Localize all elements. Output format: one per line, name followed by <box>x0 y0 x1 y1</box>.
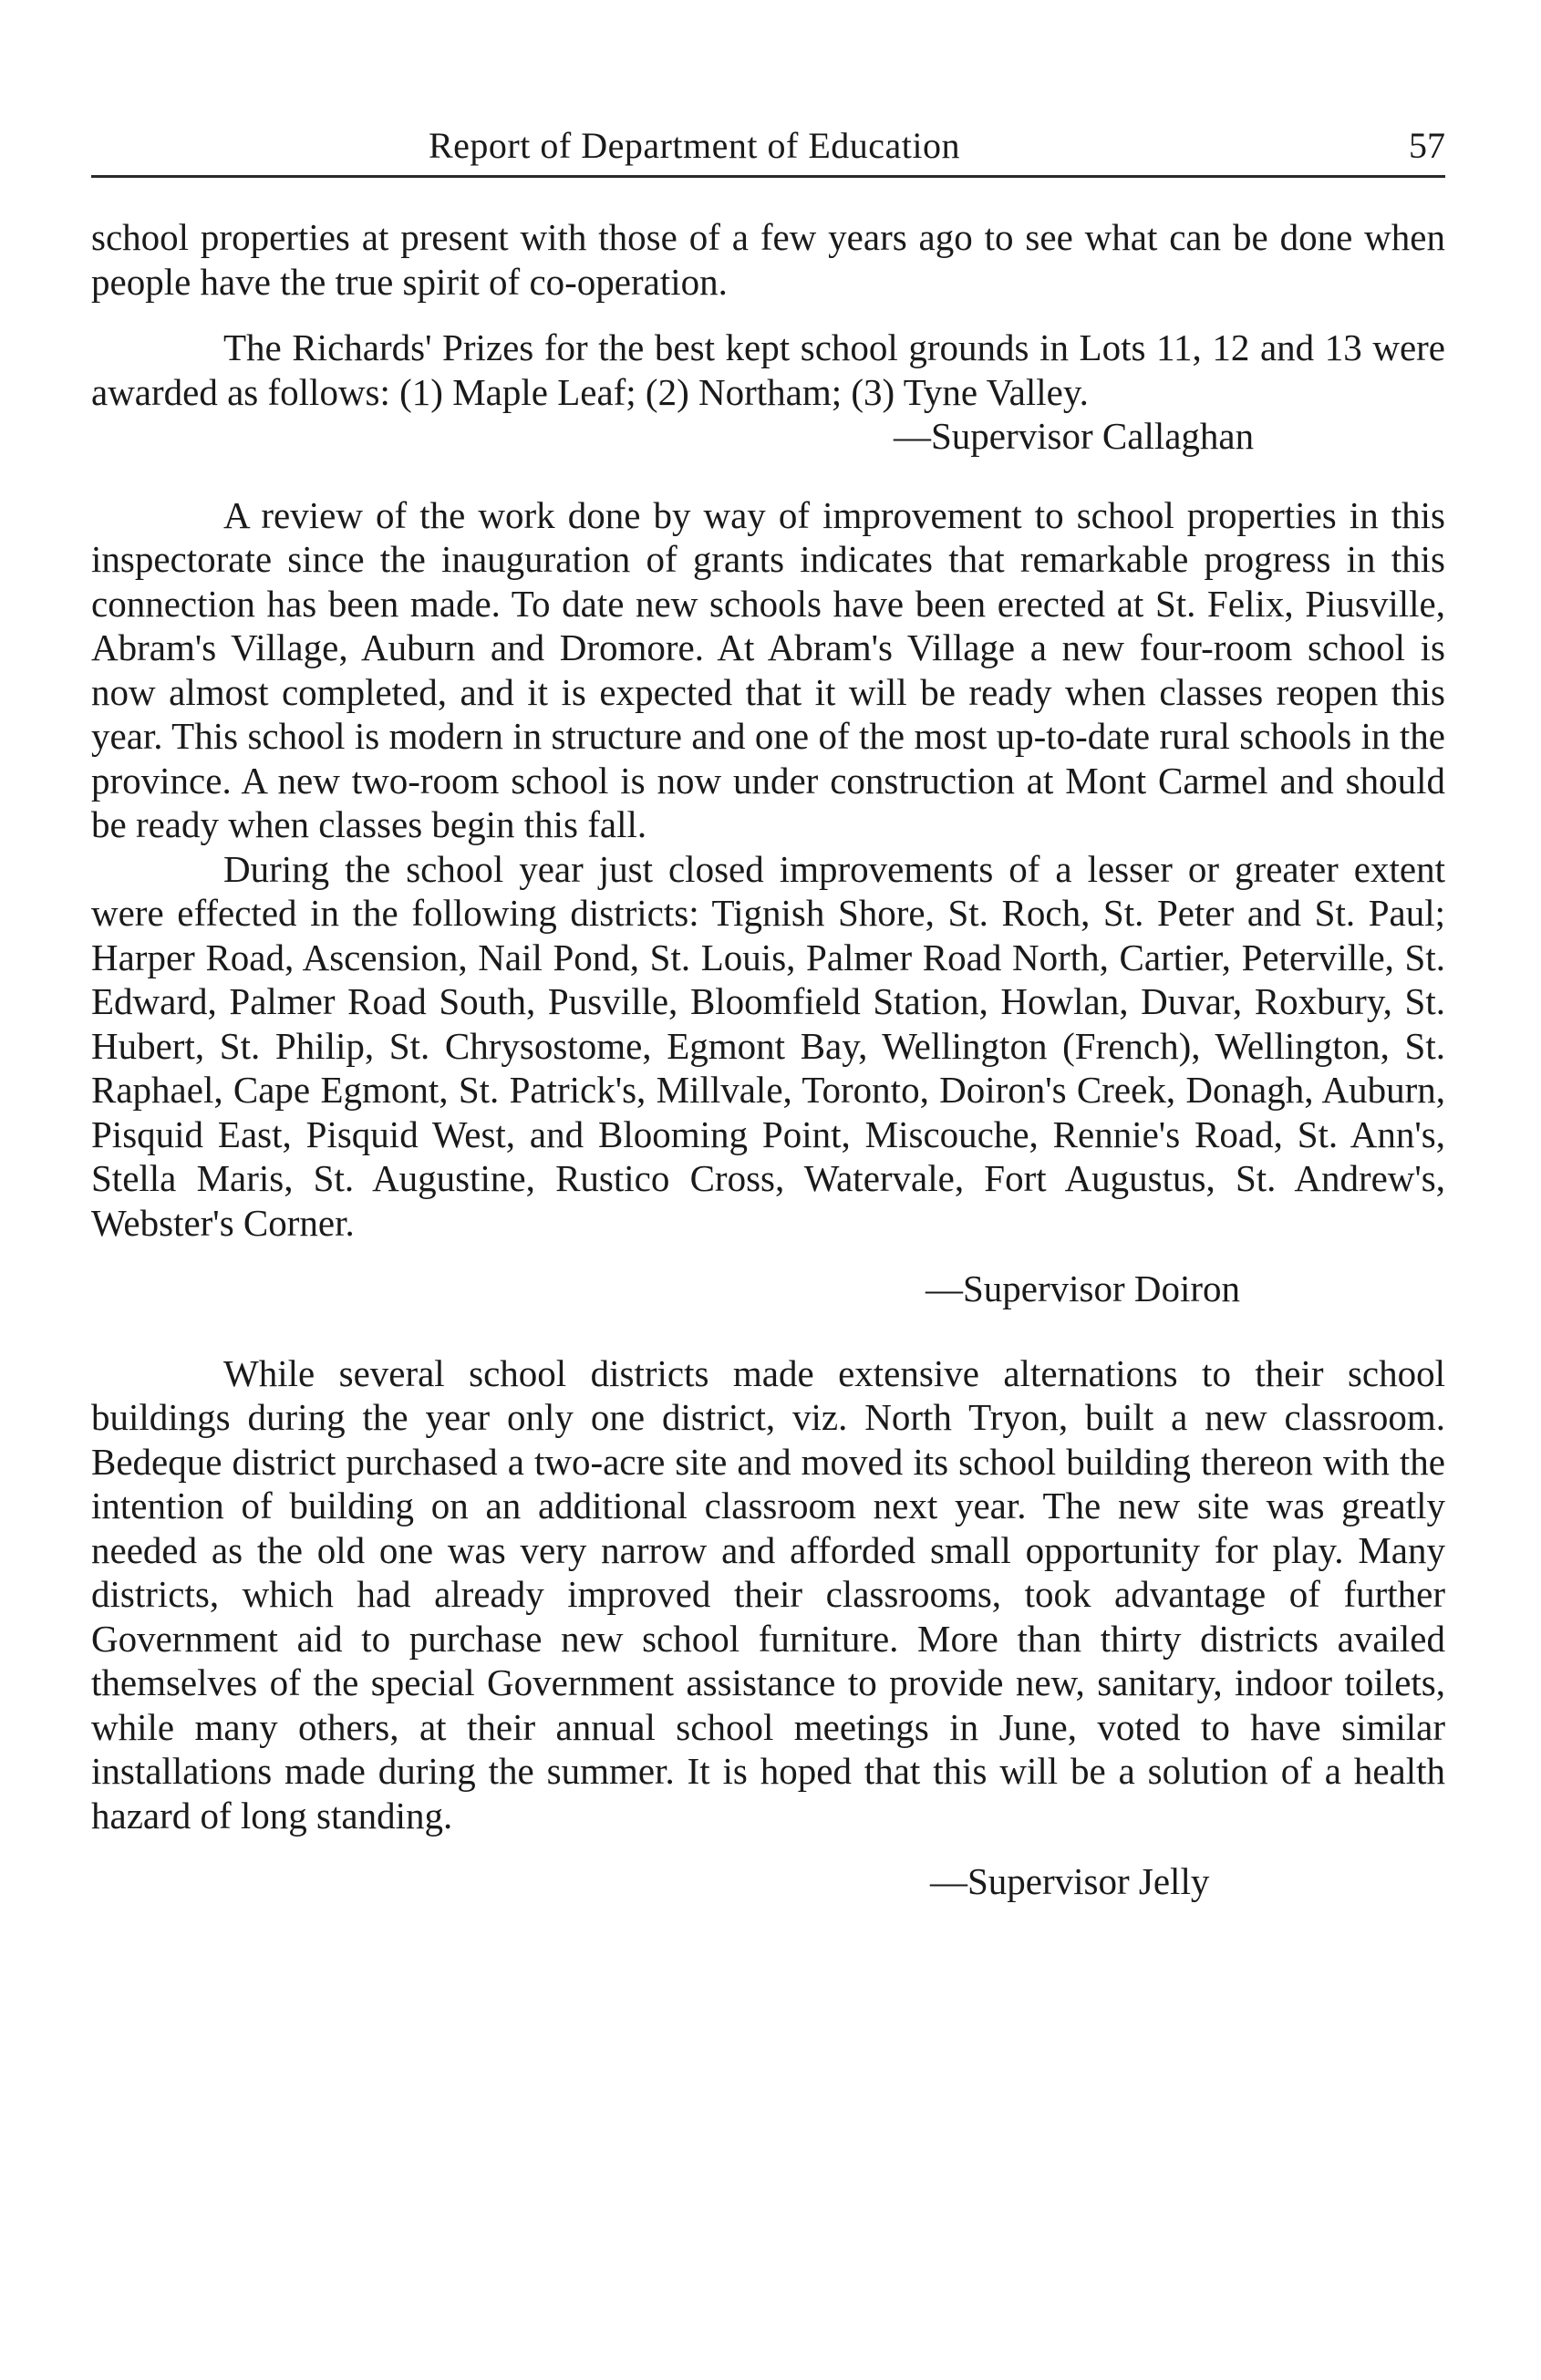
signature-callaghan: —Supervisor Callaghan <box>894 415 1255 457</box>
signature-doiron: —Supervisor Doiron <box>926 1268 1241 1309</box>
paragraph-district-improvements: During the school year just closed improvements of a lesser or greater extent were effected in the following districts: Tignish Shore, St. Roch, St. Peter and St. Paul; Harper Road, Ascension, Nail Pond, St. Louis, Palmer Road North, Cartier, Peterville, St. Edward, Palmer Road South, Pusville, Bloomfield Station, Howlan, Duvar, Roxbury, St. Hubert, St. Philip, St. Chrysostome, Egmont Bay, Wellington (French), Wellington, St. Raphael, Cape Egmont, St. Patrick's, Millvale, Toronto, Doiron's Creek, Donagh, Auburn, Pisquid East, Pisquid West, and Blooming Point, Miscouche, Rennie's Road, St. Ann's, Stella Maris, St. Augustine, Rustico Cross, Watervale, Fort Augustus, St. Andrew's, Webster's Corner. <box>91 847 1445 1244</box>
paragraph-school-review: A review of the work done by way of improvement to school properties in this inspectorate since the inauguration of grants indicates that remarkable progress in this connection has been made. To date new schools have been erected at St. Felix, Piusville, Abram's Village, Auburn and Dromore. At Abram's Village a new four-room school is now almost completed, and it is expected that it will be ready when classes reopen this year. This school is modern in structure and one of the most up-to-date rural schools in the province. A new two-room school is now under construction at Mont Carmel and should be ready when classes begin this fall. <box>91 493 1445 845</box>
running-header <box>91 117 1445 178</box>
paragraph-classroom-changes: While several school districts made extensive alternations to their school buildings during the year only one district, viz. North Tryon, built a new classroom. Bedeque district purchased a two-acre site and moved its school building thereon with the intention of building on an additional classroom next year. The new site was greatly needed as the old one was very narrow and afforded small opportunity for play. Many districts, which had already improved their classrooms, took advantage of further Government aid to purchase new school furniture. More than thirty districts availed themselves of the special Government assistance to provide new, sanitary, indoor toilets, while many others, at their annual school meetings in June, voted to have similar installations made during the summer. It is hoped that this will be a solution of a health hazard of long standing. <box>91 1351 1445 1837</box>
body-text <box>91 215 1445 1904</box>
signature-jelly: —Supervisor Jelly <box>930 1860 1210 1902</box>
paragraph-continuation: school properties at present with those of a few years ago to see what can be done when people have the true spirit of co-operation. <box>91 216 1445 303</box>
page-number: 57 <box>1409 125 1445 166</box>
running-title: Report of Department of Education <box>429 125 960 166</box>
paragraph-richards-prizes: The Richards' Prizes for the best kept school grounds in Lots 11, 12 and 13 were awarded as follows: (1) Maple Leaf; (2) Northam; (3) Tyne Valley. <box>91 326 1445 413</box>
